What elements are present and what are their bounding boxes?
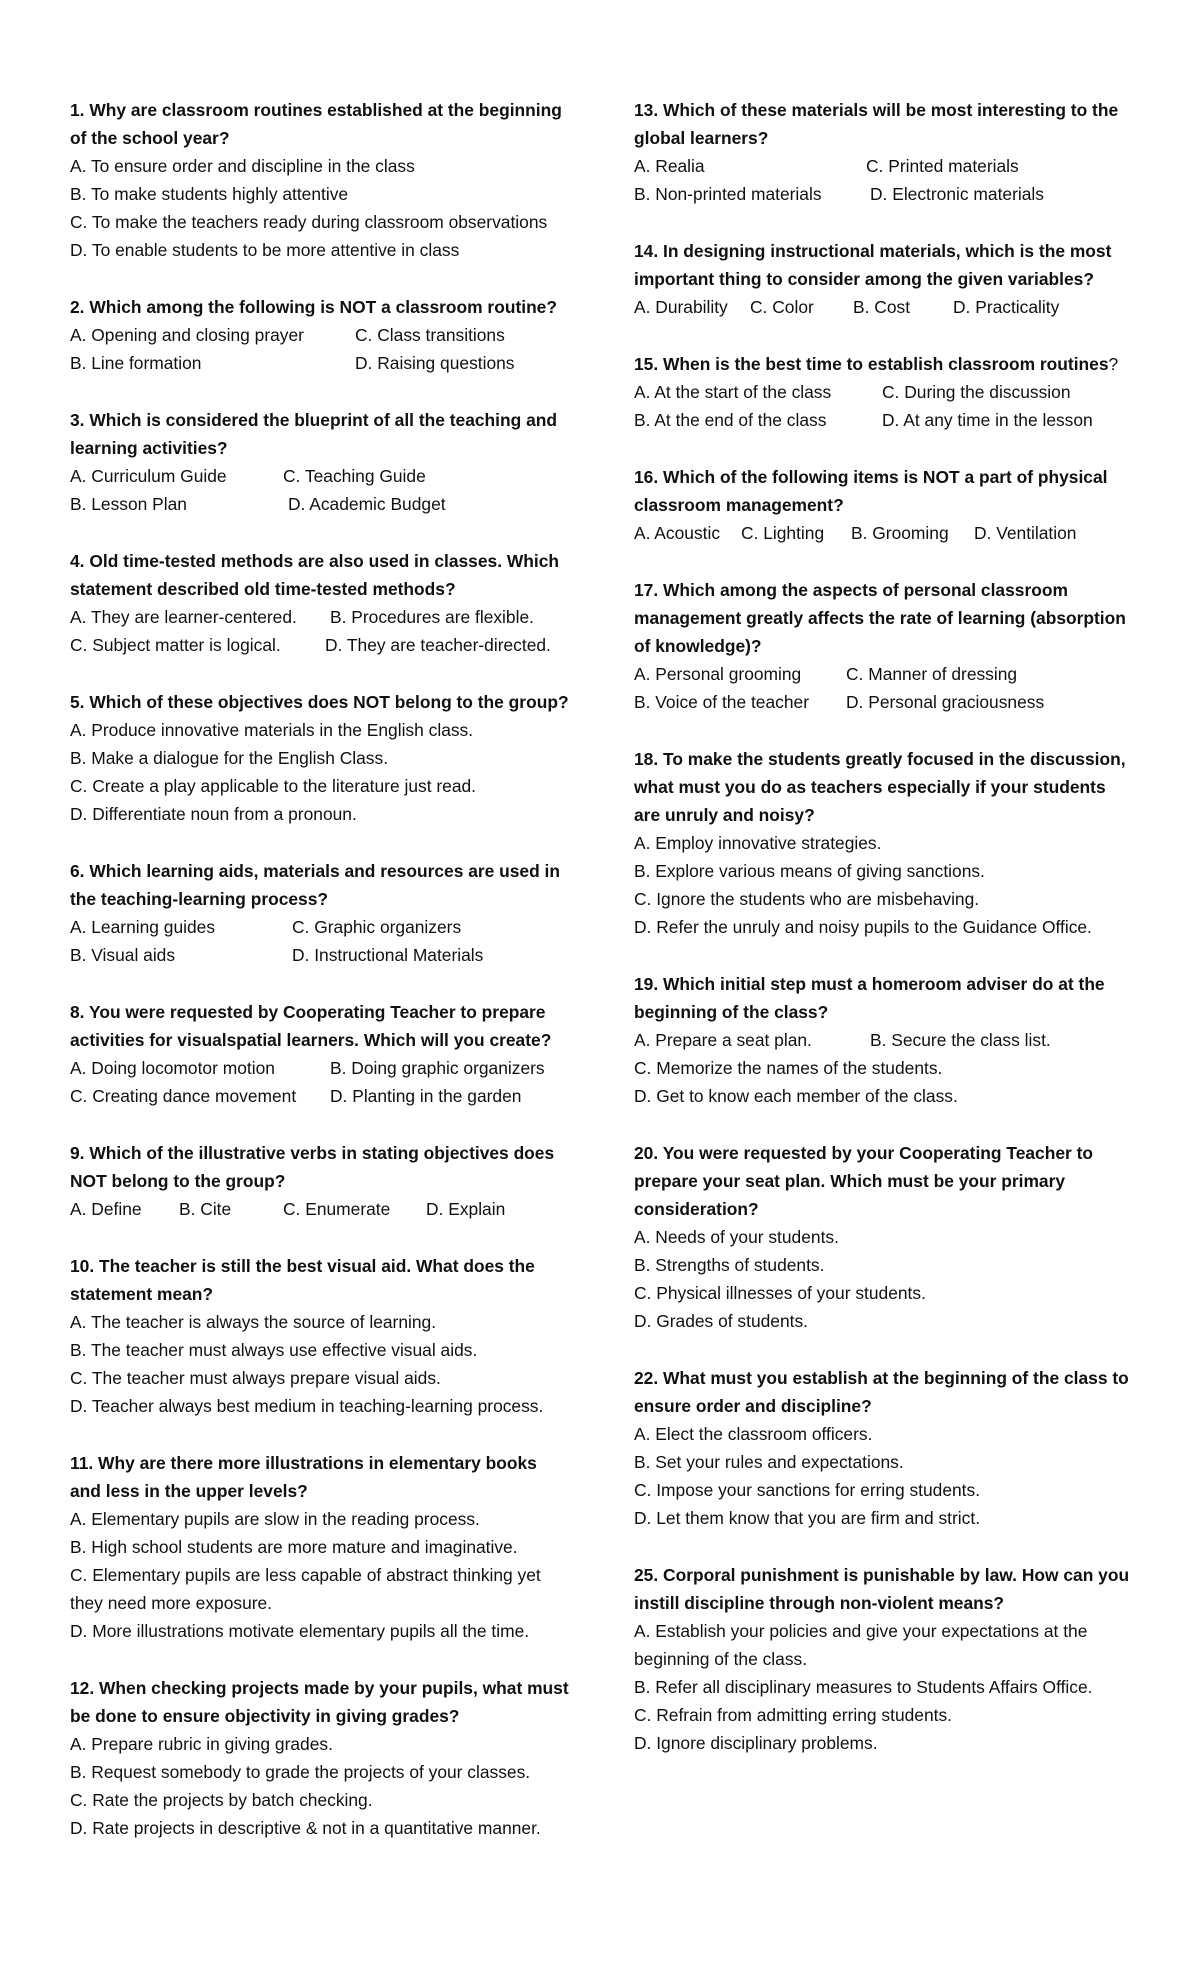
question-text: 18. To make the students greatly focused in the discussion, what must you do as teachers especially if your students are unruly and noisy? [634, 749, 1126, 825]
option-a: A. Personal grooming [634, 664, 802, 684]
question-text: 13. Which of these materials will be most interesting to the global learners? [634, 100, 1119, 148]
question-text: 11. Why are there more illustrations in elementary books and less in the upper levels? [70, 1453, 537, 1501]
question-5 [70, 688, 570, 828]
option-d: D. To enable students to be more attentive in class [70, 240, 460, 260]
question-12 [70, 1674, 570, 1842]
option-row [70, 490, 570, 518]
right-column [634, 96, 1134, 1786]
question-11 [70, 1449, 570, 1645]
option-d: D. Get to know each member of the class. [634, 1086, 958, 1106]
option-row [70, 1195, 570, 1223]
option-row [634, 180, 1134, 208]
question-text: 16. Which of the following items is NOT a part of physical classroom management? [634, 467, 1108, 515]
option-d: D. Practicality [953, 297, 1060, 317]
question-text: 2. Which among the following is NOT a classroom routine? [70, 297, 557, 317]
option-c: C. Impose your sanctions for erring students. [634, 1480, 981, 1500]
question-13 [634, 96, 1134, 208]
option-c: C. Lighting [741, 523, 825, 543]
question-text: 1. Why are classroom routines established at the beginning of the school year? [70, 100, 562, 148]
question-19 [634, 970, 1134, 1110]
question-22 [634, 1364, 1134, 1532]
option-row [70, 941, 570, 969]
option-a: A. Acoustic [634, 523, 721, 543]
question-text: 6. Which learning aids, materials and resources are used in the teaching-learning process? [70, 861, 561, 909]
option-c: C. Refrain from admitting erring students. [634, 1705, 952, 1725]
option-c: C. The teacher must always prepare visual aids. [70, 1368, 441, 1388]
question-text: 8. You were requested by Cooperating Teacher to prepare activities for visualspatial learners. Which will you create? [70, 1002, 552, 1050]
option-row [634, 688, 1134, 716]
option-c: C. Class transitions [355, 325, 505, 345]
question-text: 14. In designing instructional materials, which is the most important thing to consider among the given variables? [634, 241, 1112, 289]
question-2 [70, 293, 570, 377]
option-d: D. They are teacher-directed. [325, 635, 551, 655]
option-c: C. To make the teachers ready during classroom observations [70, 212, 548, 232]
option-b: B. Make a dialogue for the English Class. [70, 748, 389, 768]
question-text: 12. When checking projects made by your pupils, what must be done to ensure objectivity in giving grades? [70, 1678, 569, 1726]
option-row [70, 349, 570, 377]
question-text [634, 350, 1134, 378]
option-d: D. Academic Budget [288, 494, 446, 514]
option-a: A. Curriculum Guide [70, 466, 227, 486]
question-mark: ? [1108, 354, 1119, 374]
option-c: C. Manner of dressing [846, 664, 1018, 684]
option-c: C. Elementary pupils are less capable of abstract thinking yet they need more exposure. [70, 1565, 541, 1613]
question-1 [70, 96, 570, 264]
option-b: B. High school students are more mature and imaginative. [70, 1537, 518, 1557]
option-d: D. Ignore disciplinary problems. [634, 1733, 878, 1753]
question-text-main: 15. When is the best time to establish classroom routines [634, 354, 1109, 374]
option-c: C. Enumerate [283, 1199, 391, 1219]
option-b: B. Visual aids [70, 945, 176, 965]
option-a: A. Employ innovative strategies. [634, 833, 882, 853]
option-a: A. Realia [634, 156, 705, 176]
option-d: D. Teacher always best medium in teaching-learning process. [70, 1396, 544, 1416]
option-c: C. Create a play applicable to the literature just read. [70, 776, 477, 796]
option-d: D. Grades of students. [634, 1311, 808, 1331]
option-a: A. The teacher is always the source of learning. [70, 1312, 437, 1332]
option-row [634, 152, 1134, 180]
option-row [70, 913, 570, 941]
option-c: C. Creating dance movement [70, 1086, 297, 1106]
option-row [70, 462, 570, 490]
option-b: B. Lesson Plan [70, 494, 187, 514]
option-c: C. Teaching Guide [283, 466, 426, 486]
option-d: D. More illustrations motivate elementary pupils all the time. [70, 1621, 530, 1641]
question-text: 10. The teacher is still the best visual aid. What does the statement mean? [70, 1256, 535, 1304]
question-text: 25. Corporal punishment is punishable by law. How can you instill discipline through non-violent means? [634, 1565, 1130, 1613]
option-row [634, 660, 1134, 688]
option-b: B. Request somebody to grade the projects of your classes. [70, 1762, 531, 1782]
question-text: 17. Which among the aspects of personal classroom management greatly affects the rate of learning (absorption of knowledge)? [634, 580, 1126, 656]
question-text: 22. What must you establish at the beginning of the class to ensure order and discipline? [634, 1368, 1129, 1416]
option-d: D. Rate projects in descriptive & not in a quantitative manner. [70, 1818, 541, 1838]
question-text: 9. Which of the illustrative verbs in stating objectives does NOT belong to the group? [70, 1143, 555, 1191]
option-b: B. Procedures are flexible. [330, 607, 534, 627]
option-a: A. Learning guides [70, 917, 216, 937]
question-8 [70, 998, 570, 1110]
option-row [70, 1054, 570, 1082]
question-14 [634, 237, 1134, 321]
option-a: A. Elementary pupils are slow in the reading process. [70, 1509, 480, 1529]
question-10 [70, 1252, 570, 1420]
option-d: D. Planting in the garden [330, 1086, 522, 1106]
option-d: D. Personal graciousness [846, 692, 1045, 712]
option-b: B. To make students highly attentive [70, 184, 349, 204]
option-a: A. Elect the classroom officers. [634, 1424, 873, 1444]
option-b: B. Non-printed materials [634, 184, 822, 204]
option-row [634, 1026, 1134, 1054]
option-d: D. At any time in the lesson [882, 410, 1093, 430]
question-4 [70, 547, 570, 659]
option-b: B. Voice of the teacher [634, 692, 809, 712]
option-d: D. Explain [426, 1199, 506, 1219]
option-a: A. To ensure order and discipline in the class [70, 156, 415, 176]
option-a: A. Opening and closing prayer [70, 325, 304, 345]
option-b: B. Set your rules and expectations. [634, 1452, 904, 1472]
question-6 [70, 857, 570, 969]
option-d: D. Electronic materials [870, 184, 1044, 204]
question-text: 20. You were requested by your Cooperating Teacher to prepare your seat plan. Which must be your primary consideration? [634, 1143, 1094, 1219]
option-a: A. Produce innovative materials in the English class. [70, 720, 474, 740]
option-a: A. Durability [634, 297, 728, 317]
question-text: 3. Which is considered the blueprint of all the teaching and learning activities? [70, 410, 557, 458]
option-d: D. Raising questions [355, 353, 515, 373]
option-b: B. The teacher must always use effective visual aids. [70, 1340, 478, 1360]
option-a: A. Establish your policies and give your expectations at the beginning of the class. [634, 1621, 1088, 1669]
option-row [70, 321, 570, 349]
question-16 [634, 463, 1134, 547]
option-b: B. Cite [179, 1199, 232, 1219]
option-b: B. Refer all disciplinary measures to Students Affairs Office. [634, 1677, 1093, 1697]
option-c: C. Printed materials [866, 156, 1019, 176]
question-text: 5. Which of these objectives does NOT belong to the group? [70, 692, 569, 712]
option-c: C. Ignore the students who are misbehaving. [634, 889, 980, 909]
option-row [634, 519, 1134, 547]
option-b: B. Explore various means of giving sanctions. [634, 861, 985, 881]
option-b: B. Doing graphic organizers [330, 1058, 545, 1078]
option-b: B. Line formation [70, 353, 202, 373]
option-a: A. They are learner-centered. [70, 607, 297, 627]
question-18 [634, 745, 1134, 941]
option-c: C. Subject matter is logical. [70, 635, 281, 655]
option-c: C. Physical illnesses of your students. [634, 1283, 926, 1303]
option-c: C. Memorize the names of the students. [634, 1058, 943, 1078]
question-17 [634, 576, 1134, 716]
question-9 [70, 1139, 570, 1223]
question-25 [634, 1561, 1134, 1757]
option-c: C. Color [750, 297, 814, 317]
option-d: D. Let them know that you are firm and strict. [634, 1508, 981, 1528]
option-row [70, 603, 570, 631]
left-column [70, 96, 570, 1871]
option-a: A. Prepare rubric in giving grades. [70, 1734, 333, 1754]
option-row [70, 631, 570, 659]
option-d: D. Refer the unruly and noisy pupils to the Guidance Office. [634, 917, 1092, 937]
option-a: A. Needs of your students. [634, 1227, 839, 1247]
option-b: B. Cost [853, 297, 911, 317]
option-b: B. Strengths of students. [634, 1255, 825, 1275]
option-d: D. Instructional Materials [292, 945, 484, 965]
option-c: C. During the discussion [882, 382, 1071, 402]
question-text: 4. Old time-tested methods are also used in classes. Which statement described old time-tested methods? [70, 551, 560, 599]
question-20 [634, 1139, 1134, 1335]
option-d: D. Ventilation [974, 523, 1077, 543]
question-15 [634, 350, 1134, 434]
option-row [634, 293, 1134, 321]
option-b: B. Grooming [851, 523, 949, 543]
option-row [70, 1082, 570, 1110]
option-a: A. Doing locomotor motion [70, 1058, 275, 1078]
option-row [634, 378, 1134, 406]
option-c: C. Rate the projects by batch checking. [70, 1790, 373, 1810]
option-a: A. At the start of the class [634, 382, 832, 402]
question-text: 19. Which initial step must a homeroom adviser do at the beginning of the class? [634, 974, 1105, 1022]
option-b: B. At the end of the class [634, 410, 827, 430]
option-d: D. Differentiate noun from a pronoun. [70, 804, 357, 824]
option-a: A. Define [70, 1199, 142, 1219]
option-row [634, 406, 1134, 434]
option-a: A. Prepare a seat plan. [634, 1030, 812, 1050]
question-3 [70, 406, 570, 518]
option-c: C. Graphic organizers [292, 917, 462, 937]
option-b: B. Secure the class list. [870, 1030, 1051, 1050]
